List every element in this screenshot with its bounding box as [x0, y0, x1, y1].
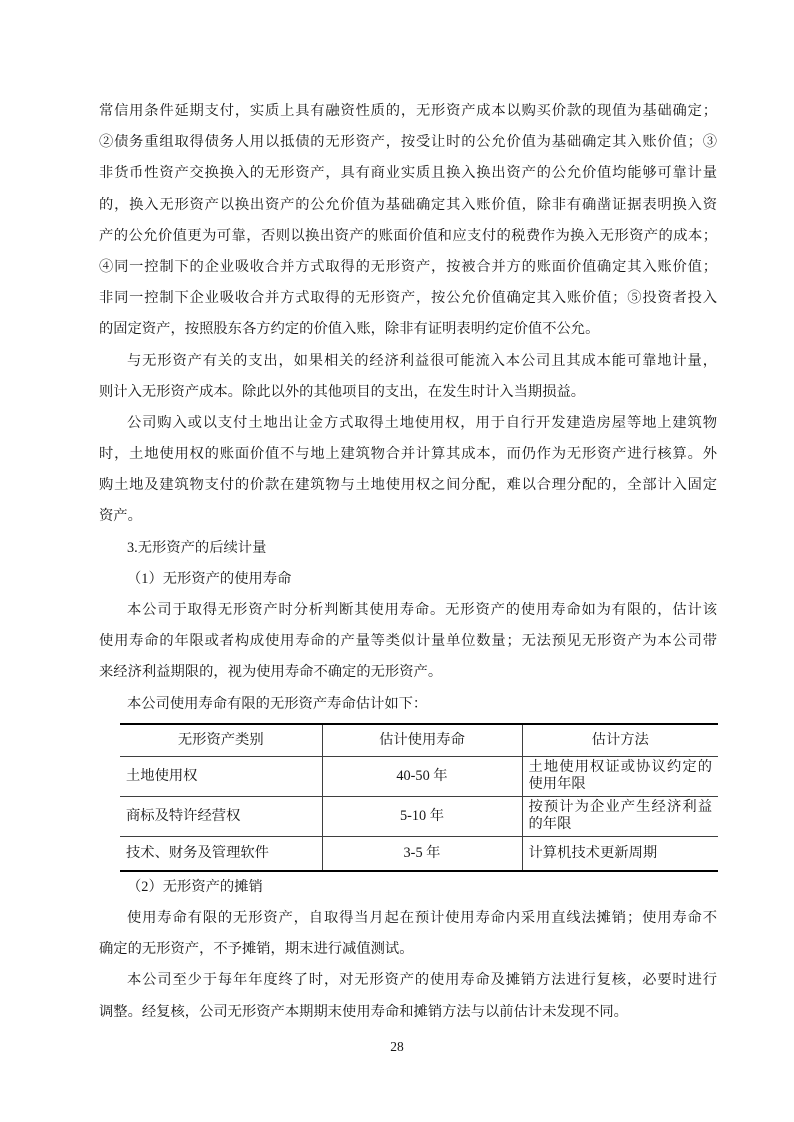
table-row [120, 836, 718, 871]
text-line: 购土地及建筑物支付的价款在建筑物与土地使用权之间分配，难以合理分配的，全部计入固定 [99, 477, 717, 494]
text-line: 使用寿命的年限或者构成使用寿命的产量等类似计量单位数量；无法预见无形资产为本公司带 [99, 633, 717, 650]
text-line: 与无形资产有关的支出，如果相关的经济利益很可能流入本公司且其成本能可靠地计量， [127, 352, 717, 369]
text-line: 的，换入无形资产以换出资产的公允价值为基础确定其入账价值，除非有确凿证据表明换入资 [99, 196, 717, 213]
text-line: 时，土地使用权的账面价值不与地上建筑物合并计算其成本，而仍作为无形资产进行核算。外 [99, 446, 717, 463]
text-line: 则计入无形资产成本。除此以外的其他项目的支出，在发生时计入当期损益。 [99, 383, 586, 400]
cell-category: 商标及特许经营权 [120, 796, 322, 836]
cell-life: 3-5 年 [322, 836, 522, 871]
table-intro-line: 本公司使用寿命有限的无形资产寿命估计如下： [127, 695, 428, 712]
text-line: 本公司于取得无形资产时分析判断其使用寿命。无形资产的使用寿命如为有限的，估计该 [127, 602, 717, 618]
cell-life: 5-10 年 [322, 796, 522, 836]
text-line: 确定的无形资产，不予摊销，期末进行减值测试。 [99, 941, 414, 958]
text-line: 非同一控制下企业吸收合并方式取得的无形资产，按公允价值确定其入账价值；⑤投资者投入 [99, 290, 717, 307]
cell-method: 土地使用权证或协议约定的使用年限 [522, 756, 718, 796]
cell-life: 40-50 年 [322, 756, 522, 796]
useful-life-table [120, 723, 718, 872]
subsection-heading: （1）无形资产的使用寿命 [127, 570, 292, 587]
table-header-row [120, 724, 718, 757]
text-line: 公司购入或以支付土地出让金方式取得土地使用权，用于自行开发建造房屋等地上建筑物 [127, 414, 717, 431]
table-row [120, 796, 718, 836]
text-line: 产的公允价值更为可靠，否则以换出资产的账面价值和应支付的税费作为换入无形资产的成本； [99, 227, 717, 244]
page-content [99, 96, 717, 1028]
cell-method: 计算机技术更新周期 [522, 836, 718, 871]
text-line: 的固定资产，按照股东各方约定的价值入账，除非有证明表明约定价值不公允。 [99, 321, 600, 338]
text-line: ④同一控制下的企业吸收合并方式取得的无形资产，按被合并方的账面价值确定其入账价值； [99, 258, 717, 275]
text-line: 调整。经复核，公司无形资产本期期末使用寿命和摊销方法与以前估计未发现不同。 [99, 1003, 628, 1020]
subsection-heading: （2）无形资产的摊销 [127, 878, 263, 895]
text-line: 非货币性资产交换换入的无形资产，具有商业实质且换入换出资产的公允价值均能够可靠计量 [99, 165, 717, 182]
table-header-method: 估计方法 [522, 724, 718, 757]
table-row [120, 756, 718, 796]
table-header-life: 估计使用寿命 [322, 724, 522, 757]
text-line: 使用寿命有限的无形资产，自取得当月起在预计使用寿命内采用直线法摊销；使用寿命不 [127, 909, 717, 926]
table-header-category: 无形资产类别 [120, 724, 322, 757]
text-line: 来经济利益期限的，视为使用寿命不确定的无形资产。 [99, 664, 443, 681]
text-line: 资产。 [99, 508, 142, 525]
cell-category: 技术、财务及管理软件 [126, 844, 269, 861]
cell-method: 按预计为企业产生经济利益的年限 [522, 796, 718, 836]
section-heading: 3.无形资产的后续计量 [127, 539, 267, 556]
text-line: 常信用条件延期支付，实质上具有融资性质的，无形资产成本以购买价款的现值为基础确定； [99, 103, 717, 119]
page-number: 28 [390, 1039, 404, 1054]
text-line: ②债务重组取得债务人用以抵债的无形资产，按受让时的公允价值为基础确定其入账价值；③ [99, 134, 717, 151]
cell-category: 土地使用权 [120, 756, 322, 796]
text-line: 本公司至少于每年年度终了时，对无形资产的使用寿命及摊销方法进行复核，必要时进行 [127, 972, 717, 989]
